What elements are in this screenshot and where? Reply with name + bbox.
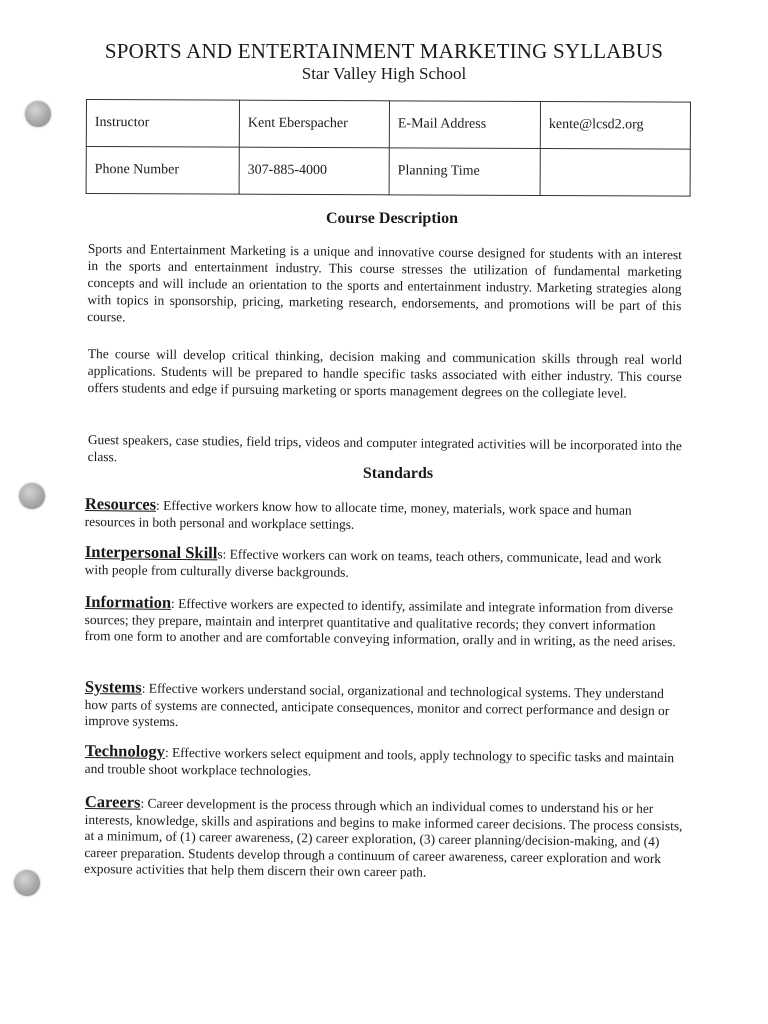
punch-hole-middle <box>19 483 45 509</box>
standard-interpersonal-skills <box>85 544 685 584</box>
page-title: SPORTS AND ENTERTAINMENT MARKETING SYLLABUS <box>104 39 664 63</box>
course-description-paragraph: Sports and Entertainment Marketing is a unique and innovative course designed for students with an interest in the sports and entertainment industry. This course stresses the utilization of fundamental marketing concepts and will include an orientation to the sports and entertainment industry. Marketing strategies along with topics in sponsorship, pricing, marketing research, endorsements, and promotions will be part of this course. <box>87 240 682 325</box>
table-row <box>86 147 690 197</box>
school-name: Star Valley High School <box>301 64 467 83</box>
standard-resources <box>85 496 685 536</box>
standard-text: : Effective workers know how to allocate time, money, materials, work space and human resources in both personal and workplace settings. <box>84 497 632 532</box>
table-cell: kente@lcsd2.org <box>540 101 690 149</box>
standard-term: Interpersonal Skill <box>84 542 218 563</box>
standard-term: Systems <box>84 677 142 697</box>
instructor-info-table <box>86 99 691 197</box>
standard-text: : Effective workers select equipment and tools, apply technology to specific tasks and maintain and trouble shoot workplace technologies. <box>84 744 675 778</box>
table-row <box>86 100 690 150</box>
table-cell: E-Mail Address <box>389 101 540 149</box>
punch-hole-top <box>25 101 51 127</box>
course-description-paragraph: The course will develop critical thinking, decision making and communication skills through real world applications. Students will be prepared to handle specific tasks associated with either industry. This course offers students and edge if pursuing marketing or sports management degrees on the collegiate level. <box>87 345 682 401</box>
table-cell: 307-885-4000 <box>239 147 389 195</box>
standard-text: s: Effective workers can work on teams, teach others, communicate, lead and work with people from culturally diverse backgrounds. <box>84 546 662 580</box>
punch-hole-bottom <box>14 870 40 896</box>
standard-careers <box>84 794 685 884</box>
standard-term: Information <box>84 592 172 612</box>
standard-text: : Effective workers are expected to identify, assimilate and integrate information from diverse sources; they prepare, maintain and interpret quantitative and qualitative records; they convert information from one form to another and are comfortable conveying information, orally and in writing, as the need arises. <box>84 595 676 650</box>
table-cell: Instructor <box>86 100 239 148</box>
standard-term: Careers <box>84 792 141 812</box>
course-description-paragraph: Guest speakers, case studies, field trips, videos and computer integrated activities will be incorporated into the class. <box>87 431 682 465</box>
standard-text: : Career development is the process through which an individual comes to understand his or her interests, knowledge, skills and aspirations and begins to make informed career decisions. The process consists, at a minimum, of (1) career awareness, (2) career exploration, (3) career planning/decision-making, and (4) career preparation. Students develop through a continuum of career awareness, career exploration and work exposure activities that help them discern their own career path. <box>84 795 683 880</box>
standard-systems <box>84 679 684 736</box>
table-cell: Planning Time <box>389 148 540 196</box>
standard-text: : Effective workers understand social, organizational and technological systems. They understand how parts of systems are connected, anticipate consequences, monitor and correct performance and design or improve systems. <box>84 680 670 729</box>
table-cell: Kent Eberspacher <box>239 100 389 148</box>
standards-heading: Standards <box>362 465 434 482</box>
table-cell <box>540 148 690 196</box>
standard-term: Technology <box>84 741 166 761</box>
course-description-heading: Course Description <box>326 210 458 227</box>
table-cell: Phone Number <box>86 147 239 195</box>
standard-term: Resources <box>84 494 157 514</box>
standard-information <box>84 594 684 651</box>
standard-technology <box>85 743 685 783</box>
